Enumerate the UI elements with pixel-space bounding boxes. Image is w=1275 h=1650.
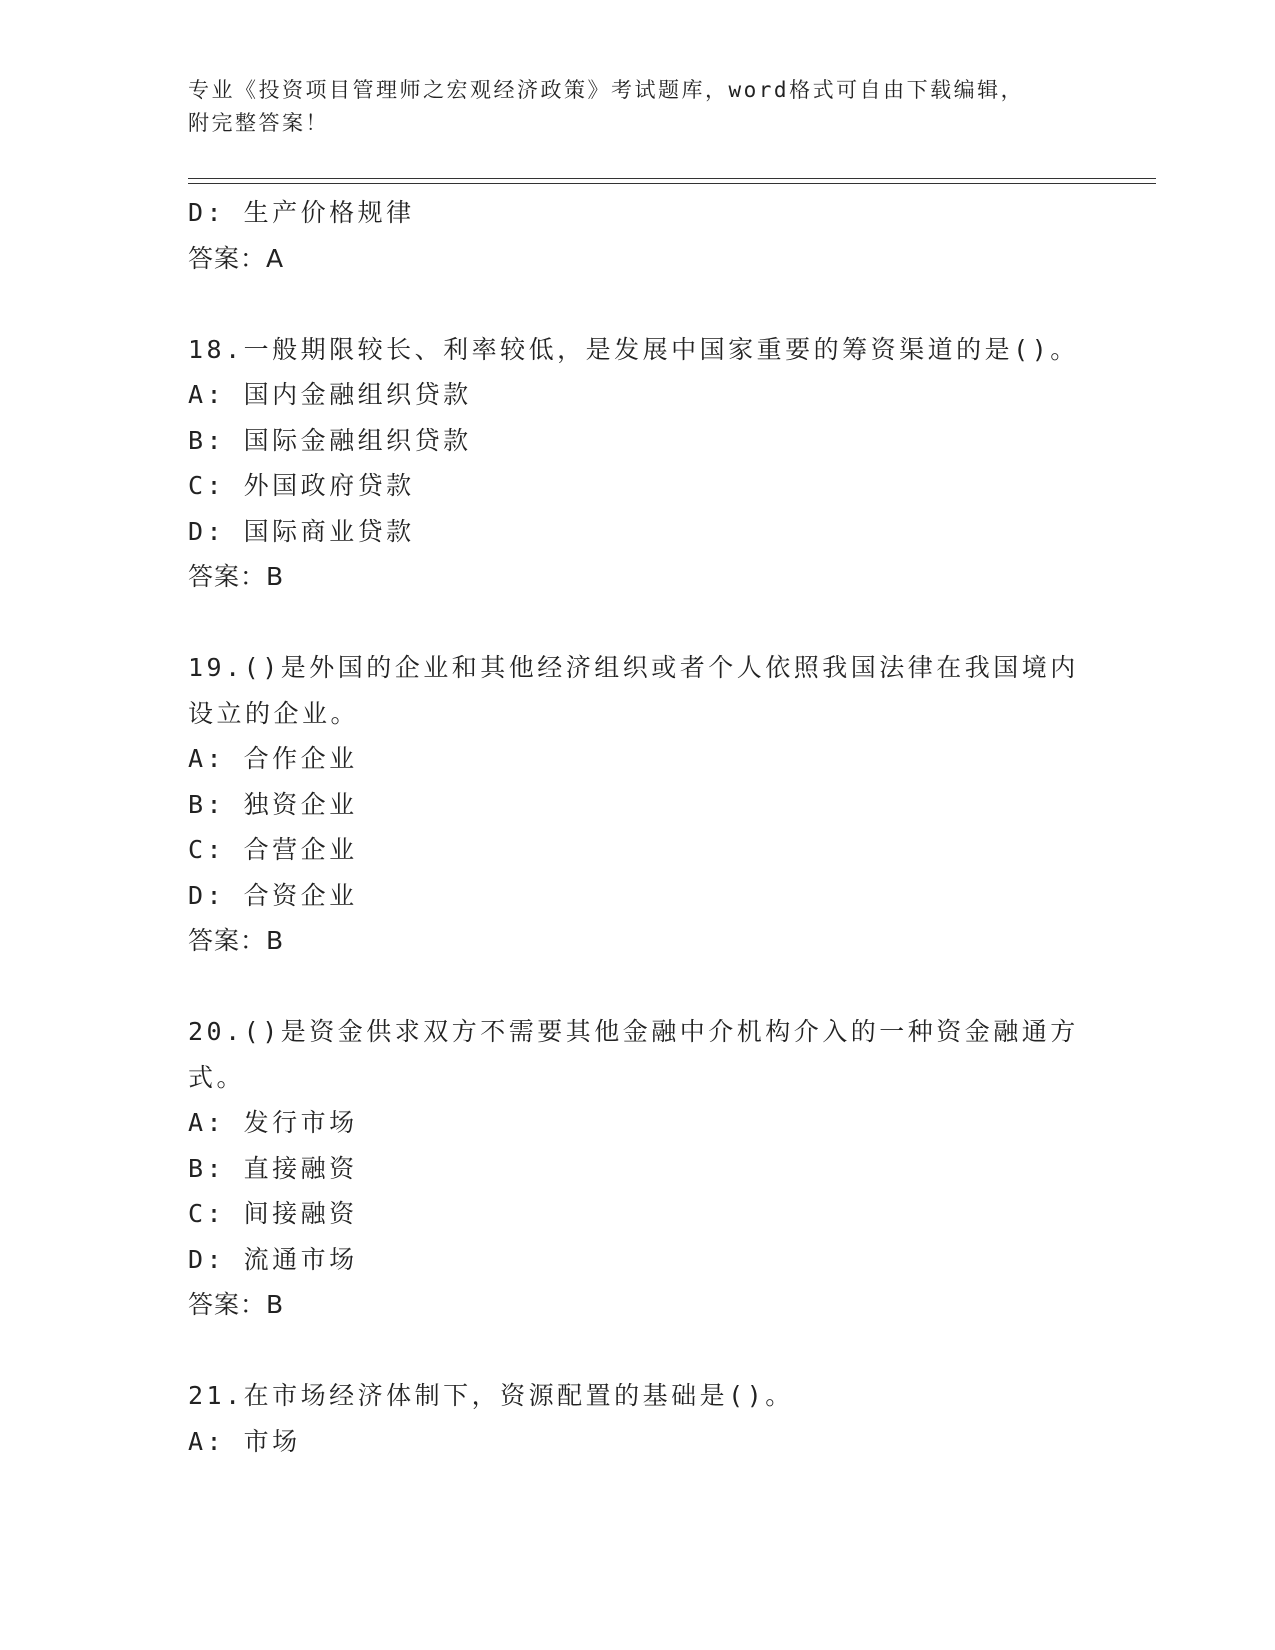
q18-option-b: B: 国际金融组织贷款 — [188, 425, 472, 455]
question-list — [188, 190, 1088, 1464]
spacer — [188, 1328, 1088, 1374]
q18-answer: 答案：B — [188, 562, 285, 591]
q19-option-d: D: 合资企业 — [188, 880, 358, 910]
q20-stem-line-1: 20.()是资金供求双方不需要其他金融中介机构介入的一种资金融通方 — [188, 1017, 1079, 1046]
q19-option-a: A: 合作企业 — [188, 744, 358, 773]
q19-stem-line-2: 设立的企业。 — [188, 698, 360, 728]
question-18 — [188, 327, 1088, 600]
spacer — [188, 281, 1088, 327]
question-21 — [188, 1373, 1088, 1464]
header-rule-bottom — [188, 183, 1156, 184]
q20-option-d: D: 流通市场 — [188, 1244, 358, 1274]
header-line-2: 附完整答案！ — [188, 111, 329, 135]
q19-option-b: B: 独资企业 — [188, 789, 358, 819]
header-rule-top — [188, 178, 1156, 179]
q20-stem-line-2: 式。 — [188, 1062, 246, 1092]
question-19 — [188, 645, 1088, 964]
q20-option-a: A: 发行市场 — [188, 1108, 358, 1137]
q17-answer: 答案：A — [188, 243, 285, 273]
q20-answer: 答案：B — [188, 1290, 285, 1319]
question-20 — [188, 1009, 1088, 1328]
question-17 — [188, 190, 1088, 281]
q20-option-b: B: 直接融资 — [188, 1153, 358, 1183]
q19-answer: 答案：B — [188, 926, 285, 955]
q19-option-c: C: 合营企业 — [188, 835, 358, 864]
q18-option-c: C: 外国政府贷款 — [188, 471, 415, 500]
q17-option-d: D: 生产价格规律 — [188, 198, 415, 227]
document-header — [188, 74, 1088, 140]
spacer — [188, 600, 1088, 646]
q18-stem: 18.一般期限较长、利率较低，是发展中国家重要的筹资渠道的是()。 — [188, 334, 1079, 364]
q20-option-c: C: 间接融资 — [188, 1199, 358, 1228]
q18-option-a: A: 国内金融组织贷款 — [188, 380, 472, 409]
q18-option-d: D: 国际商业贷款 — [188, 516, 415, 546]
q19-stem-line-1: 19.()是外国的企业和其他经济组织或者个人依照我国法律在我国境内 — [188, 653, 1079, 682]
q21-stem: 21.在市场经济体制下，资源配置的基础是()。 — [188, 1381, 794, 1410]
q21-option-a: A: 市场 — [188, 1426, 301, 1456]
header-line-1: 专业《投资项目管理师之宏观经济政策》考试题库，word格式可自由下载编辑， — [188, 78, 1025, 102]
spacer — [188, 964, 1088, 1010]
